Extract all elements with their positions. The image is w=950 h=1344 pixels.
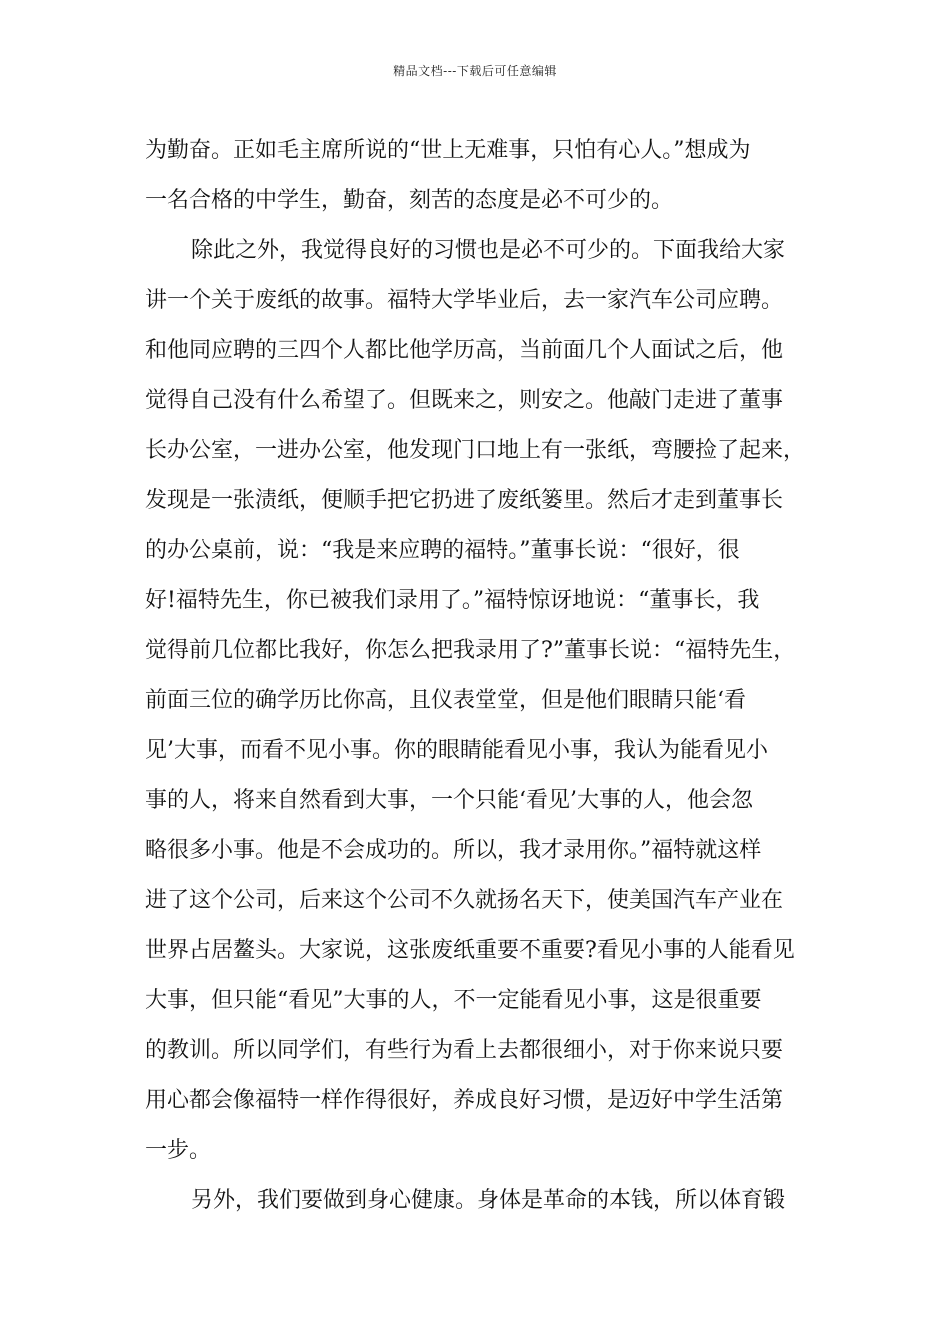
text-line: 用心都会像福特一样作得很好，养成良好习惯，是迈好中学生活第 (145, 1088, 784, 1113)
text-line: 讲一个关于废纸的故事。福特大学毕业后，去一家汽车公司应聘。 (145, 288, 784, 313)
text-line: 发现是一张渍纸，便顺手把它扔进了废纸篓里。然后才走到董事长 (145, 488, 784, 513)
text-line: 和他同应聘的三四个人都比他学历高，当前面几个人面试之后，他 (145, 338, 784, 363)
text-line: 进了这个公司，后来这个公司不久就扬名天下，使美国汽车产业在 (145, 888, 784, 913)
text-line: 为勤奋。正如毛主席所说的“世上无难事，只怕有心人。”想成为 (145, 138, 751, 163)
text-line: 一步。 (145, 1138, 212, 1163)
text-line: 前面三位的确学历比你高，且仪表堂堂，但是他们眼睛只能‘看 (145, 688, 746, 713)
text-line: 的办公桌前，说：“我是来应聘的福特。”董事长说：“很好，很 (145, 538, 740, 563)
text-line: 世界占居鳌头。大家说，这张废纸重要不重要?看见小事的人能看见 (145, 938, 795, 963)
paragraph-start-line: 除此之外，我觉得良好的习惯也是必不可少的。下面我给大家 (191, 238, 786, 263)
paragraph-start-line: 另外，我们要做到身心健康。身体是革命的本钱，所以体育锻 (191, 1188, 786, 1213)
text-line: 见’大事，而看不见小事。你的眼睛能看见小事，我认为能看见小 (145, 738, 768, 763)
text-line: 觉得自己没有什么希望了。但既来之，则安之。他敲门走进了董事 (145, 388, 784, 413)
text-line: 的教训。所以同学们，有些行为看上去都很细小，对于你来说只要 (145, 1038, 784, 1063)
text-line: 长办公室，一进办公室，他发现门口地上有一张纸，弯腰捡了起来， (145, 438, 806, 463)
page-header: 精品文档---下载后可任意编辑 (393, 64, 557, 78)
text-line: 一名合格的中学生，勤奋，刻苦的态度是必不可少的。 (145, 188, 674, 213)
text-line: 事的人，将来自然看到大事，一个只能‘看见’大事的人，他会忽 (145, 788, 753, 813)
text-line: 好!福特先生，你已被我们录用了。”福特惊讶地说：“董事长，我 (145, 588, 760, 613)
text-line: 大事，但只能“看见”大事的人，不一定能看见小事，这是很重要 (145, 988, 762, 1013)
text-line: 觉得前几位都比我好，你怎么把我录用了?”董事长说：“福特先生， (145, 638, 796, 663)
text-line: 略很多小事。他是不会成功的。所以，我才录用你。”福特就这样 (145, 838, 762, 863)
